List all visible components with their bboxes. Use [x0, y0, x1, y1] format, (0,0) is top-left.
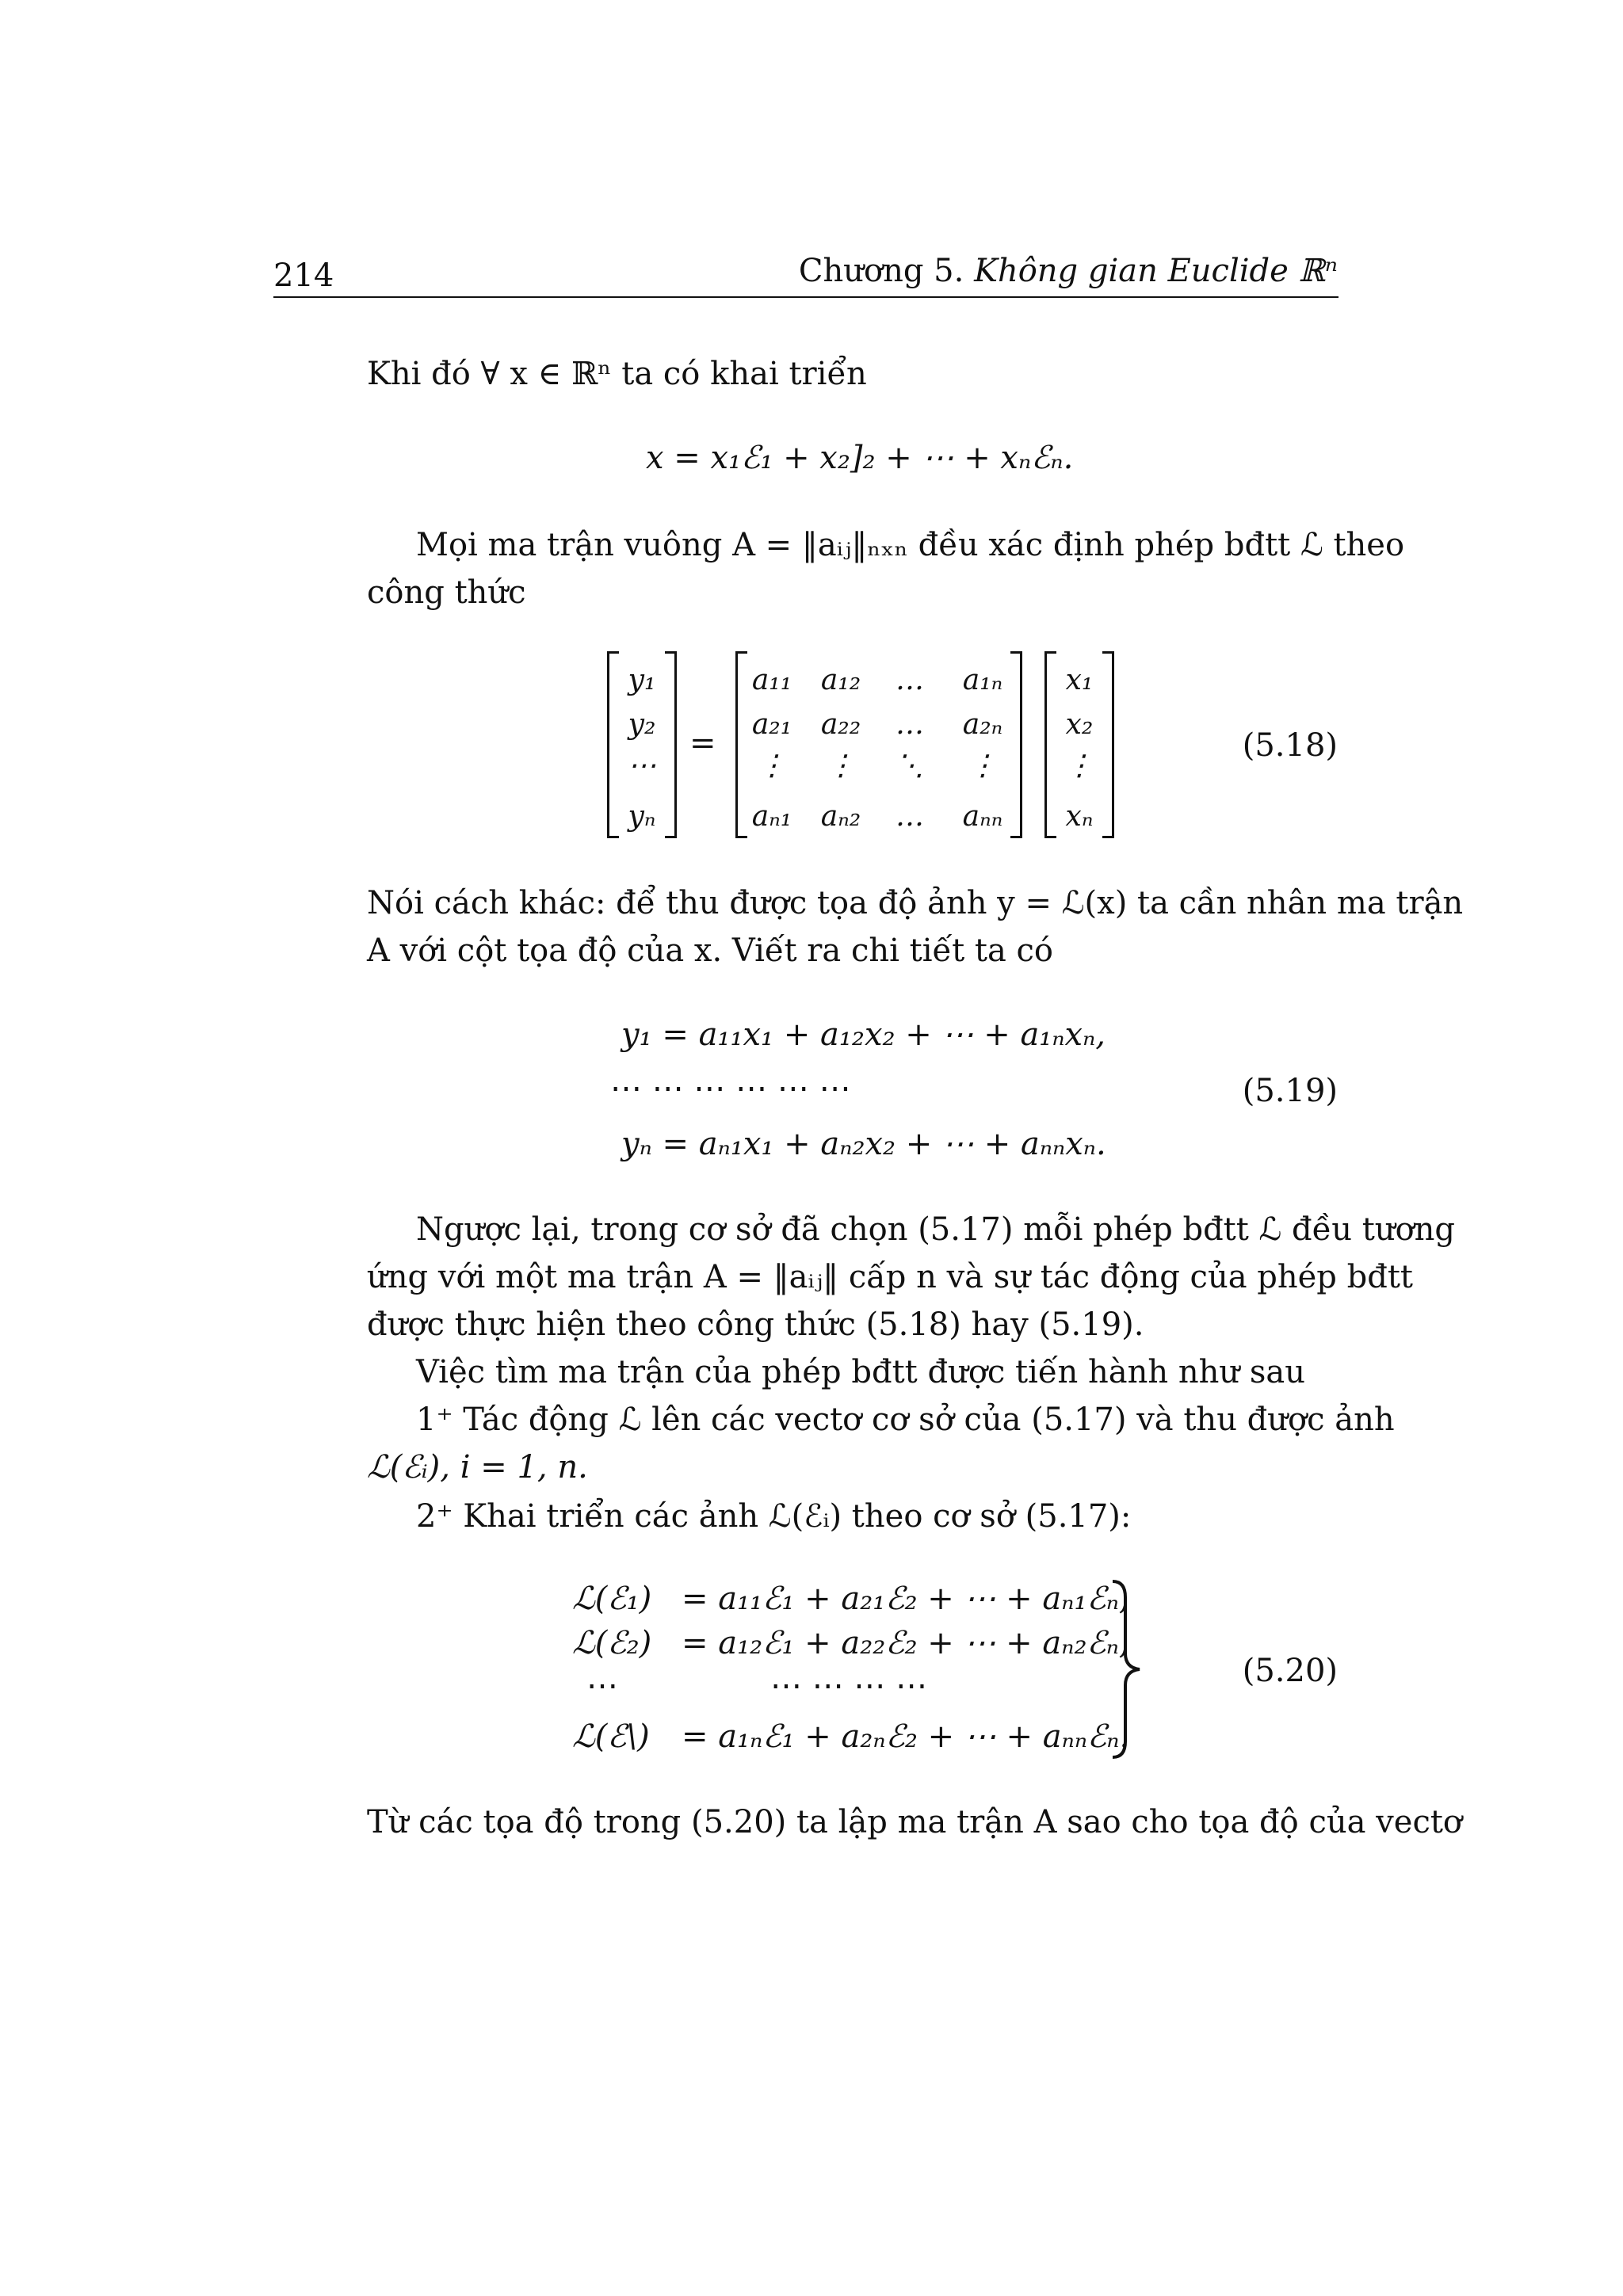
equals-sign: =	[689, 725, 716, 761]
paragraph-2-line-2: công thức	[367, 574, 526, 611]
y-entry: yₙ	[628, 800, 656, 833]
chapter-title: Không gian Euclide ℝⁿ	[974, 253, 1338, 289]
equation-5-20-lhs: ℒ(ℰ\)	[572, 1718, 650, 1755]
step-2: 2⁺ Khai triển các ảnh ℒ(ℰᵢ) theo cơ sở (5.17):	[416, 1498, 1132, 1535]
equation-5-20-lhs: ⋯	[586, 1668, 618, 1704]
paragraph-3-line-2: A với cột tọa độ của x. Viết ra chi tiết ta có	[367, 933, 1054, 969]
paragraph-4-line-1: Ngược lại, trong cơ sở đã chọn (5.17) mỗi phép bđtt ℒ đều tương	[416, 1211, 1456, 1248]
x-entry: xₙ	[1065, 800, 1094, 833]
a-entry: …	[896, 800, 924, 833]
equation-expansion: x = x₁ℰ₁ + x₂]₂ + ⋯ + xₙℰₙ.	[646, 440, 1074, 476]
equation-5-20-rhs: = a₁₂ℰ₁ + a₂₂ℰ₂ + ⋯ + aₙ₂ℰₙ,	[682, 1625, 1129, 1661]
paragraph-5: Việc tìm ma trận của phép bđtt được tiến hành như sau	[416, 1354, 1305, 1390]
a-entry: a₂ₙ	[962, 708, 1003, 741]
a-entry: aₙₙ	[962, 800, 1003, 833]
a-entry: …	[896, 708, 924, 741]
a-entry: a₁₂	[820, 664, 861, 696]
a-entry: a₂₁	[751, 708, 792, 741]
x-entry: x₁	[1065, 664, 1094, 696]
equation-5-20-rhs: ⋯ ⋯ ⋯ ⋯	[770, 1668, 928, 1704]
y-entry: y₂	[628, 708, 656, 741]
equation-5-19-line-2: ⋯ ⋯ ⋯ ⋯ ⋯ ⋯	[610, 1070, 851, 1107]
page-number: 214	[273, 257, 334, 294]
paragraph-1: Khi đó ∀ x ∈ ℝⁿ ta có khai triển	[367, 356, 867, 392]
a-entry: a₁₁	[751, 664, 792, 696]
a-entry: aₙ₁	[751, 800, 792, 833]
equation-number-5-19: (5.19)	[1242, 1073, 1338, 1109]
equation-5-19-line-1: y₁ = a₁₁x₁ + a₁₂x₂ + ⋯ + a₁ₙxₙ,	[621, 1016, 1106, 1053]
x-entry: x₂	[1065, 708, 1094, 741]
paragraph-2-line-1: Mọi ma trận vuông A = ‖aᵢⱼ‖ₙₓₙ đều xác định phép bđtt ℒ theo	[416, 527, 1405, 563]
paragraph-4-line-2: ứng với một ma trận A = ‖aᵢⱼ‖ cấp n và sự tác động của phép bđtt	[367, 1259, 1413, 1295]
chapter-label: Chương 5.	[798, 253, 964, 289]
equation-5-20-rhs: = a₁ₙℰ₁ + a₂ₙℰ₂ + ⋯ + aₙₙℰₙ.	[682, 1718, 1130, 1755]
a-entry: …	[896, 664, 924, 696]
paragraph-3-line-1: Nói cách khác: để thu được tọa độ ảnh y = ℒ(x) ta cần nhân ma trận	[367, 885, 1464, 921]
paragraph-6: Từ các tọa độ trong (5.20) ta lập ma trận A sao cho tọa độ của vectơ	[367, 1804, 1463, 1840]
a-entry: a₁ₙ	[962, 664, 1003, 696]
a-entry: ⋮	[758, 749, 786, 782]
equation-5-20-rhs: = a₁₁ℰ₁ + a₂₁ℰ₂ + ⋯ + aₙ₁ℰₙ,	[682, 1581, 1129, 1617]
y-entry: ⋯	[628, 749, 656, 782]
a-entry: ⋮	[968, 749, 997, 782]
y-vector	[607, 651, 677, 838]
y-entry: y₁	[628, 664, 656, 696]
equation-5-20-lhs: ℒ(ℰ₁)	[572, 1581, 652, 1617]
x-entry: ⋮	[1065, 749, 1094, 782]
x-vector	[1044, 651, 1114, 838]
matrix-A	[735, 651, 1022, 838]
a-entry: aₙ₂	[820, 800, 861, 833]
right-brace	[1108, 1578, 1148, 1760]
running-header	[799, 255, 1338, 287]
equation-number-5-18: (5.18)	[1242, 727, 1338, 764]
paragraph-4-line-3: được thực hiện theo công thức (5.18) hay (5.19).	[367, 1306, 1144, 1343]
step-1-line-2: ℒ(ℰᵢ), i = 1, n.	[367, 1449, 588, 1486]
a-entry: ⋮	[827, 749, 855, 782]
header-rule	[273, 296, 1338, 298]
equation-5-19-line-3: yₙ = aₙ₁x₁ + aₙ₂x₂ + ⋯ + aₙₙxₙ.	[621, 1126, 1106, 1162]
equation-number-5-20: (5.20)	[1242, 1653, 1338, 1689]
a-entry: a₂₂	[820, 708, 861, 741]
a-entry: ⋱	[896, 749, 924, 782]
equation-5-20-lhs: ℒ(ℰ₂)	[572, 1625, 652, 1661]
step-1-line-1: 1⁺ Tác động ℒ lên các vectơ cơ sở của (5.17) và thu được ảnh	[416, 1402, 1395, 1438]
